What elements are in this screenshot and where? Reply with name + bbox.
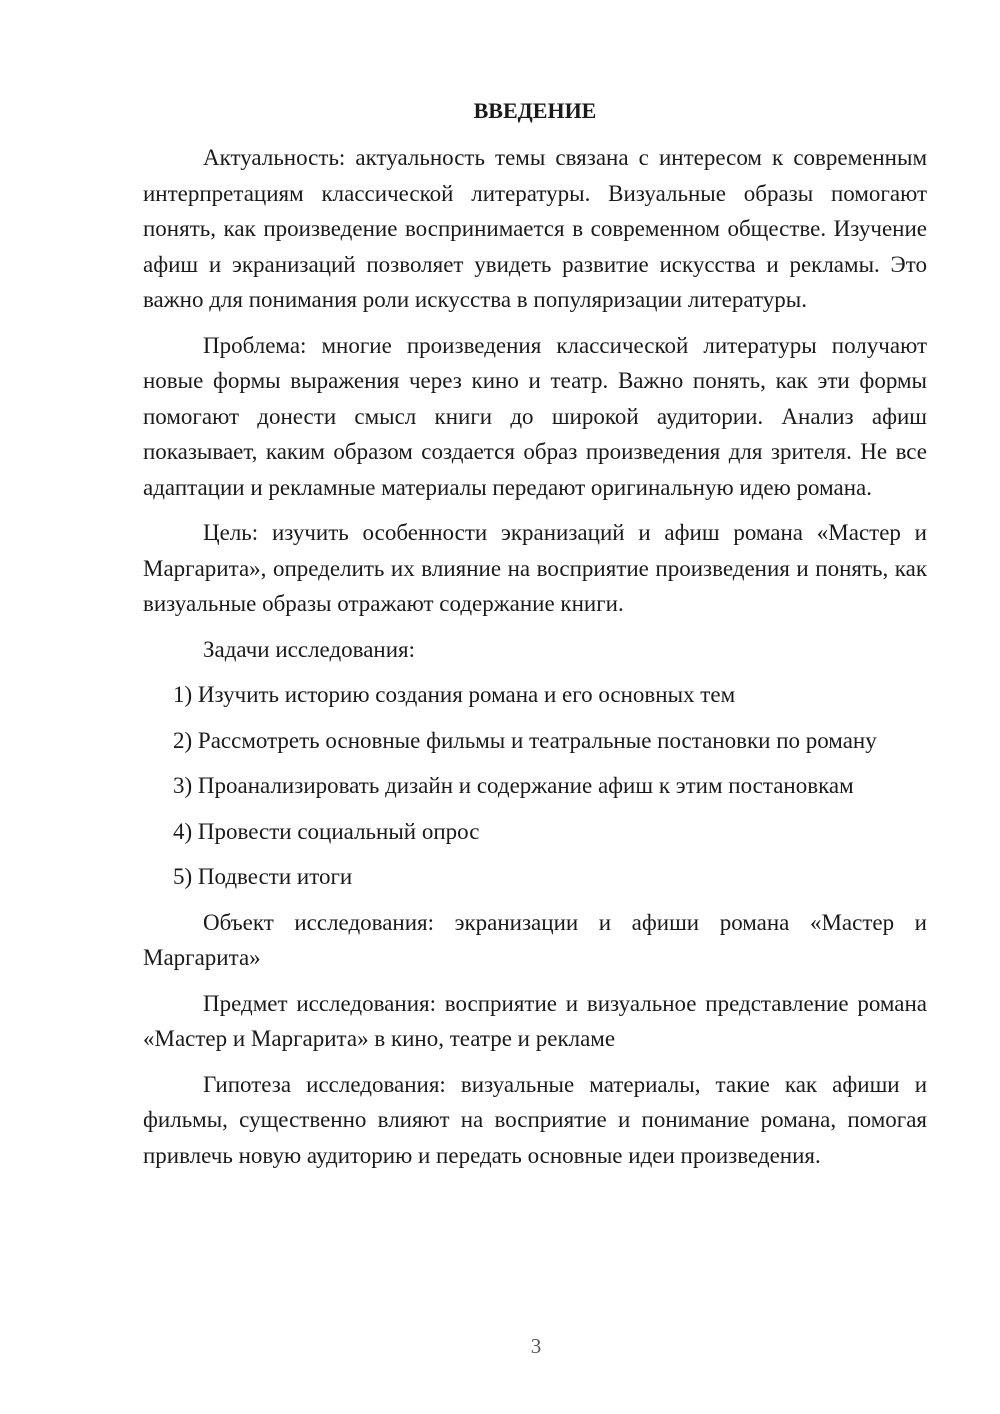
paragraph-subject: Предмет исследования: восприятие и визуальное представление романа «Мастер и Маргарита» в кино, театре и рекламе <box>143 990 927 1051</box>
task-item-1: 1) Изучить историю создания романа и его основных тем <box>173 682 736 707</box>
paragraph-hypothesis: Гипотеза исследования: визуальные материалы, такие как афиши и фильмы, существенно влияют на восприятие и понимание романа, помогая привлечь новую аудиторию и передать основные идеи произведения. <box>143 1071 927 1168</box>
page-title: ВВЕДЕНИЕ <box>473 98 597 123</box>
page-number: 3 <box>530 1334 542 1358</box>
paragraph-problem: Проблема: многие произведения классической литературы получают новые формы выражения через кино и театр. Важно понять, как эти формы помогают донести смысл книги до широкой аудитории. Анализ афиш показывает, каким образом создается образ произведения для зрителя. Не все адаптации и рекламные материалы передают оригинальную идею романа. <box>143 332 927 500</box>
page-content <box>143 96 927 1183</box>
task-item-2: 2) Рассмотреть основные фильмы и театральные постановки по роману <box>173 727 877 753</box>
paragraph-object: Объект исследования: экранизации и афиши романа «Мастер и Маргарита» <box>143 909 927 970</box>
tasks-label: Задачи исследования: <box>203 636 416 662</box>
paragraph-relevance: Актуальность: актуальность темы связана с интересом к современным интерпретациям классической литературы. Визуальные образы помогают понять, как произведение воспринимается в современном обществе. Изучение афиш и экранизаций позволяет увидеть развитие искусства и рекламы. Это важно для понимания роли искусства в популяризации литературы. <box>143 145 927 312</box>
task-item-4: 4) Провести социальный опрос <box>173 818 480 844</box>
task-item-3: 3) Проанализировать дизайн и содержание афиш к этим постановкам <box>173 773 854 798</box>
paragraph-goal: Цель: изучить особенности экранизаций и афиш романа «Мастер и Маргарита», определить их влияние на восприятие произведения и понять, как визуальные образы отражают содержание книги. <box>143 520 927 616</box>
task-item-5: 5) Подвести итоги <box>173 864 353 889</box>
